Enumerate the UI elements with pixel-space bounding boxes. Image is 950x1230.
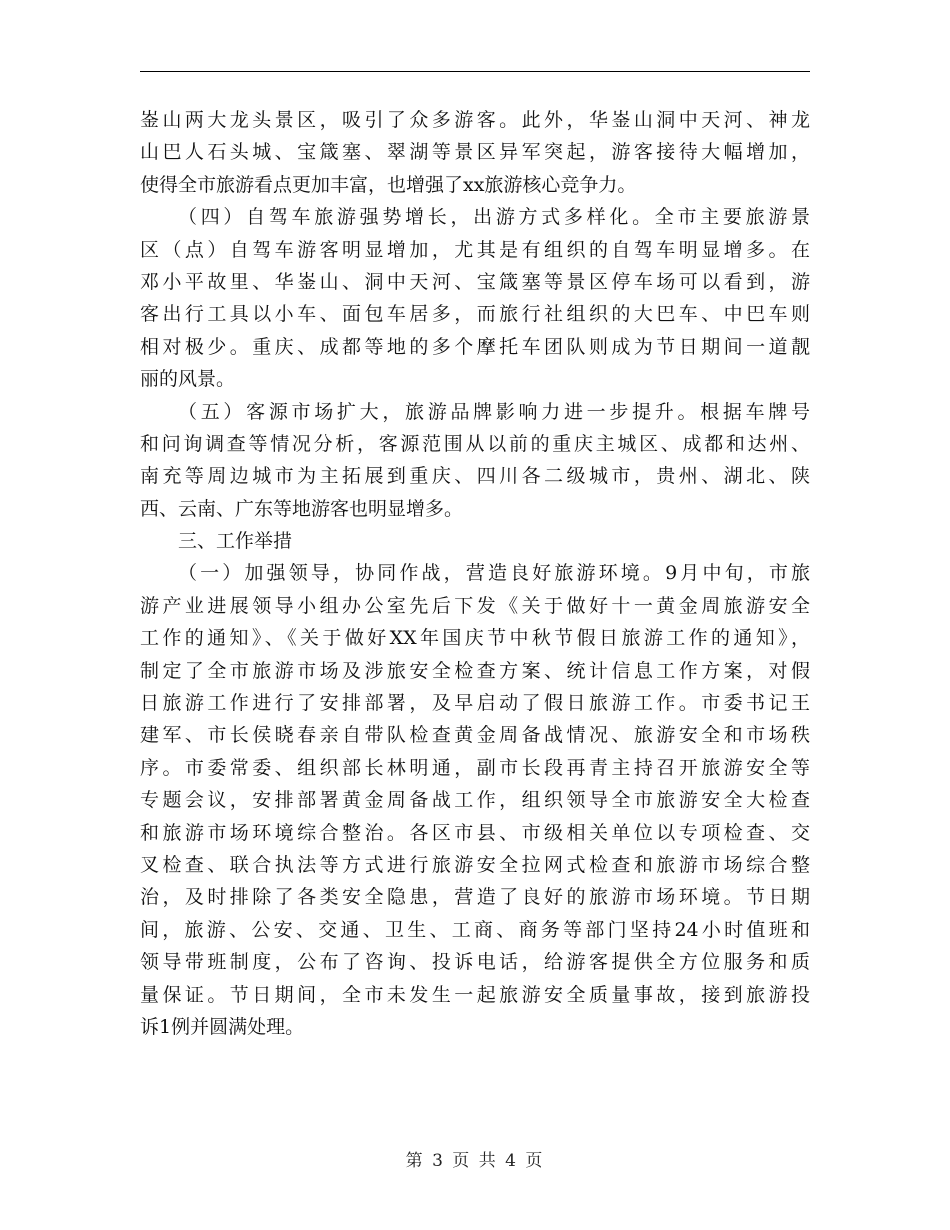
text-line: 崟山两大龙头景区，吸引了众多游客。此外，华崟山洞中天河、神龙 [140,109,810,131]
text-line: 量保证。节日期间，全市未发生一起旅游安全质量事故，接到旅游投 [140,983,810,1006]
text-line: 南充等周边城市为主拓展到重庆、四川各二级城市，贵州、湖北、陕 [140,465,810,488]
page-footer: 第 3 页 共 4 页 [405,1151,545,1171]
text-line: （五）客源市场扩大，旅游品牌影响力进一步提升。根据车牌号 [178,400,810,423]
text-line: （四）自驾车旅游强势增长，出游方式多样化。全市主要旅游景 [178,206,810,229]
text-line: 专题会议，安排部署黄金周备战工作，组织领导全市旅游安全大检查 [140,789,810,812]
text-line: 使得全市旅游看点更加丰富，也增强了xx旅游核心竞争力。 [140,173,637,196]
text-line: 相对极少。重庆、成都等地的多个摩托车团队则成为节日期间一道靓 [140,335,810,358]
text-line: 游产业进展领导小组办公室先后下发《关于做好十一黄金周旅游安全 [140,594,810,617]
text-line: 区（点）自驾车游客明显增加，尤其是有组织的自驾车明显增多。在 [140,238,810,261]
text-line: 丽的风景。 [140,368,236,391]
text-line: 邓小平故里、华崟山、洞中天河、宝箴塞等景区停车场可以看到，游 [140,270,810,293]
text-line: 和旅游市场环境综合整治。各区市县、市级相关单位以专项检查、交 [140,821,810,844]
text-line: 和问询调查等情况分析，客源范围从以前的重庆主城区、成都和达州、 [140,432,810,455]
text-line: 建军、市长侯晓春亲自带队检查黄金周备战情况、旅游安全和市场秩 [140,724,810,747]
text-line: 治，及时排除了各类安全隐患，营造了良好的旅游市场环境。节日期 [140,886,810,909]
text-line: 间，旅游、公安、交通、卫生、工商、商务等部门坚持24小时值班和 [140,918,810,941]
document-body [140,104,810,1043]
text-line: 制定了全市旅游市场及涉旅安全检查方案、统计信息工作方案，对假 [140,659,810,682]
text-line: 西、云南、广东等地游客也明显增多。 [140,497,464,520]
text-line: 客出行工具以小车、面包车居多，而旅行社组织的大巴车、中巴车则 [140,303,810,326]
text-line: 诉1例并圆满处理。 [140,1015,305,1038]
section-heading: 三、工作举措 [178,530,293,553]
text-line: 序。市委常委、组织部长林明通，副市长段再青主持召开旅游安全等 [140,756,810,779]
text-line: （一）加强领导，协同作战，营造良好旅游环境。9月中旬，市旅 [178,562,810,585]
text-line: 山巴人石头城、宝箴塞、翠湖等景区异军突起，游客接待大幅增加， [140,141,810,164]
text-line: 工作的通知》、《关于做好XX年国庆节中秋节假日旅游工作的通知》， [140,627,810,650]
text-line: 叉检查、联合执法等方式进行旅游安全拉网式检查和旅游市场综合整 [140,853,810,876]
text-line: 日旅游工作进行了安排部署，及早启动了假日旅游工作。市委书记王 [140,692,810,715]
header-rule [140,71,810,72]
text-line: 领导带班制度，公布了咨询、投诉电话，给游客提供全方位服务和质 [140,951,810,974]
